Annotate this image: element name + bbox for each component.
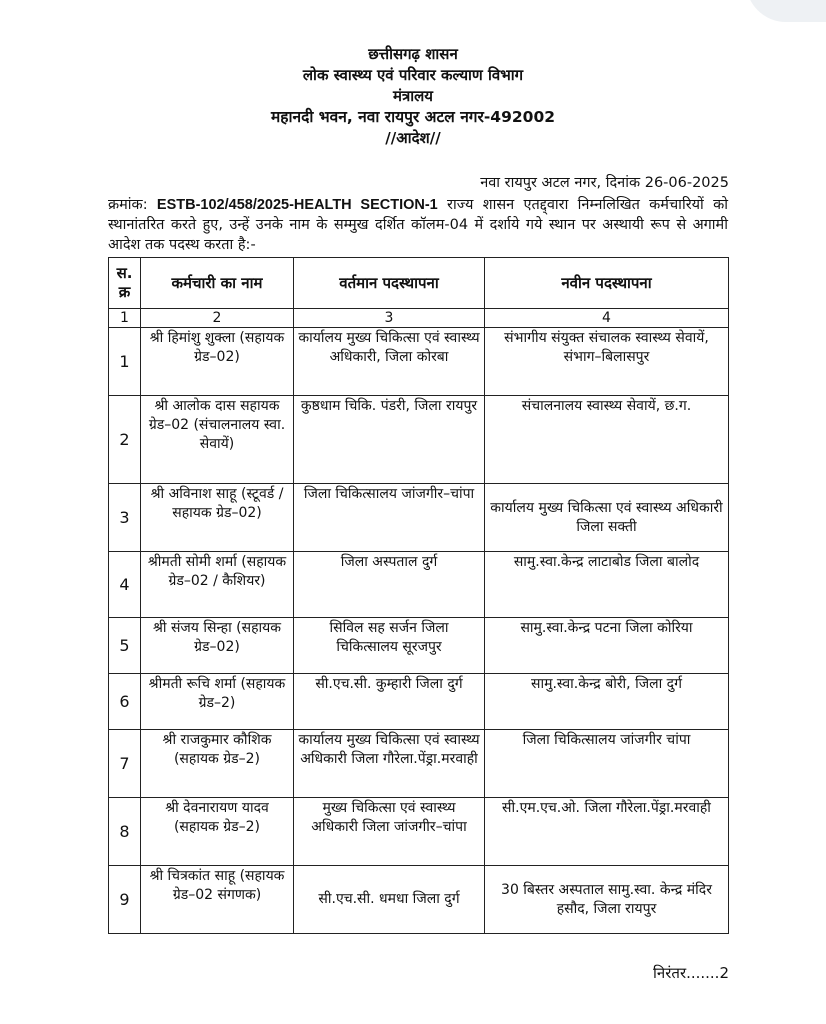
- col-index: 4: [485, 309, 729, 328]
- current-posting: कार्यालय मुख्य चिकित्सा एवं स्वास्थ्य अधिकारी जिला गौरेला.पेंड्रा.मरवाही: [294, 730, 485, 798]
- serial-number: 9: [109, 866, 141, 934]
- new-posting: 30 बिस्तर अस्पताल सामु.स्वा. केन्द्र मंदिर हसौद, जिला रायपुर: [485, 866, 729, 934]
- letter-header: [0, 44, 826, 149]
- serial-number: 4: [109, 552, 141, 618]
- ref-prefix: क्रमांक:: [108, 197, 157, 213]
- table-row: [109, 866, 729, 934]
- new-posting: सामु.स्वा.केन्द्र लाटाबोड जिला बालोद: [485, 552, 729, 618]
- serial-number: 5: [109, 618, 141, 674]
- serial-number: 2: [109, 396, 141, 484]
- reference-number: ESTB-102/458/2025-HEALTH SECTION-1: [156, 197, 438, 213]
- continued-note: निरंतर.......2: [653, 964, 729, 982]
- current-posting: कार्यालय मुख्य चिकित्सा एवं स्वास्थ्य अधिकारी, जिला कोरबा: [294, 328, 485, 396]
- col-header-sno: स. क्र: [109, 258, 141, 309]
- new-posting: सामु.स्वा.केन्द्र पटना जिला कोरिया: [485, 618, 729, 674]
- employee-name: श्री राजकुमार कौशिक (सहायक ग्रेड–2): [141, 730, 294, 798]
- col-index: 1: [109, 309, 141, 328]
- current-posting: जिला अस्पताल दुर्ग: [294, 552, 485, 618]
- page-corner-shade: [746, 0, 826, 22]
- serial-number: 7: [109, 730, 141, 798]
- header-address: महानदी भवन, नवा रायपुर अटल नगर-492002: [270, 108, 556, 126]
- table-row: [109, 798, 729, 866]
- current-posting: सी.एच.सी. धमधा जिला दुर्ग: [294, 866, 485, 934]
- new-posting: सी.एम.एच.ओ. जिला गौरेला.पेंड्रा.मरवाही: [485, 798, 729, 866]
- new-posting: संभागीय संयुक्त संचालक स्वास्थ्य सेवायें, संभाग–बिलासपुर: [485, 328, 729, 396]
- serial-number: 8: [109, 798, 141, 866]
- table-row: [109, 328, 729, 396]
- new-posting: जिला चिकित्सालय जांजगीर चांपा: [485, 730, 729, 798]
- employee-name: श्री संजय सिन्हा (सहायक ग्रेड–02): [141, 618, 294, 674]
- col-header-new: नवीन पदस्थापना: [485, 258, 729, 309]
- serial-number: 3: [109, 484, 141, 552]
- col-index: 2: [141, 309, 294, 328]
- current-posting: जिला चिकित्सालय जांजगीर–चांपा: [294, 484, 485, 552]
- employee-name: श्रीमती रूचि शर्मा (सहायक ग्रेड–2): [141, 674, 294, 730]
- employee-name: श्री चित्रकांत साहू (सहायक ग्रेड–02 संगणक): [141, 866, 294, 934]
- column-index-row: [109, 309, 729, 328]
- table-row: [109, 396, 729, 484]
- current-posting: सी.एच.सी. कुम्हारी जिला दुर्ग: [294, 674, 485, 730]
- header-state: छत्तीसगढ़ शासन: [368, 45, 458, 63]
- employee-name: श्री आलोक दास सहायक ग्रेड–02 (संचालनालय स्वा. सेवायें): [141, 396, 294, 484]
- table-row: [109, 730, 729, 798]
- serial-number: 6: [109, 674, 141, 730]
- employee-name: श्रीमती सोमी शर्मा (सहायक ग्रेड–02 / कैशियर): [141, 552, 294, 618]
- new-posting: कार्यालय मुख्य चिकित्सा एवं स्वास्थ्य अधिकारी जिला सक्ती: [485, 484, 729, 552]
- header-order-title: //आदेश//: [385, 129, 441, 147]
- table-header-row: [109, 258, 729, 309]
- table-row: [109, 618, 729, 674]
- table-row: [109, 552, 729, 618]
- employee-name: श्री देवनारायण यादव (सहायक ग्रेड–2): [141, 798, 294, 866]
- table-row: [109, 484, 729, 552]
- new-posting: सामु.स्वा.केन्द्र बोरी, जिला दुर्ग: [485, 674, 729, 730]
- col-index: 3: [294, 309, 485, 328]
- date-line: नवा रायपुर अटल नगर, दिनांक 26-06-2025: [480, 175, 729, 191]
- employee-name: श्री हिमांशु शुक्ला (सहायक ग्रेड–02): [141, 328, 294, 396]
- transfer-table: [108, 257, 729, 934]
- employee-name: श्री अविनाश साहू (स्टूवर्ड / सहायक ग्रेड–02): [141, 484, 294, 552]
- serial-number: 1: [109, 328, 141, 396]
- order-intro: [108, 195, 728, 255]
- current-posting: कुष्ठधाम चिकि. पंडरी, जिला रायपुर: [294, 396, 485, 484]
- col-header-current: वर्तमान पदस्थापना: [294, 258, 485, 309]
- new-posting: संचालनालय स्वास्थ्य सेवायें, छ.ग.: [485, 396, 729, 484]
- table-row: [109, 674, 729, 730]
- header-department: लोक स्वास्थ्य एवं परिवार कल्याण विभाग: [302, 66, 524, 84]
- intro-text: राज्य शासन एतद्द्वारा निम्नलिखित कर्मचारियों को स्थानांतरित करते हुए, उन्हें उनके नाम के सम्मुख दर्शित कॉलम-04 में दर्शाये गये स्थान पर अस्थायी रूप से अगामी आदेश तक पदस्थ करता है:-: [108, 197, 728, 253]
- current-posting: सिविल सह सर्जन जिला चिकित्सालय सूरजपुर: [294, 618, 485, 674]
- current-posting: मुख्य चिकित्सा एवं स्वास्थ्य अधिकारी जिला जांजगीर–चांपा: [294, 798, 485, 866]
- col-header-name: कर्मचारी का नाम: [141, 258, 294, 309]
- header-ministry: मंत्रालय: [392, 87, 433, 105]
